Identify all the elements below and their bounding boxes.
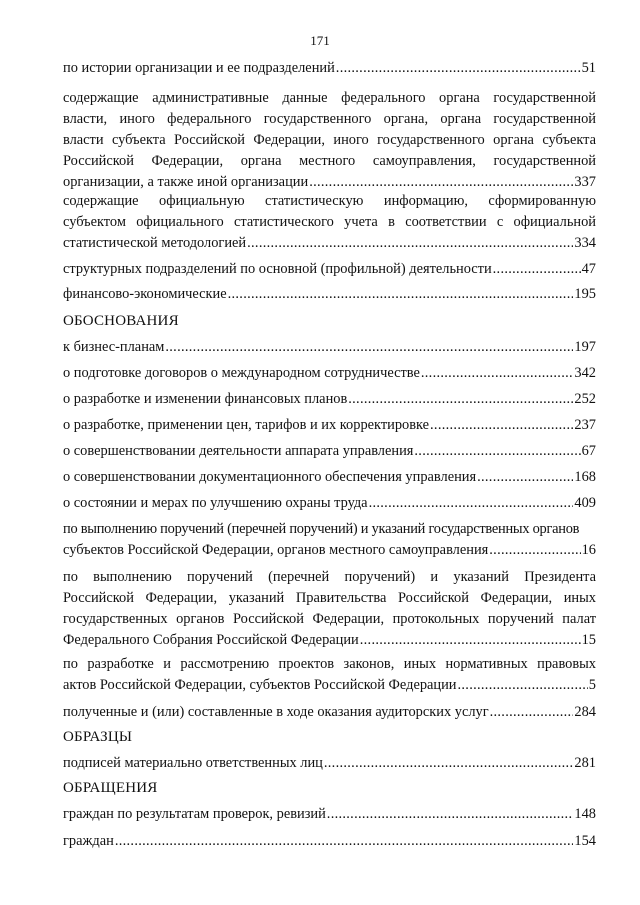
entry-text: подписей материально ответственных лиц [63,755,323,771]
index-entry [63,415,596,436]
leader-dots [421,363,574,384]
entry-page-number: 337 [574,174,596,190]
entry-page-number: 47 [581,261,596,277]
leader-dots [477,467,573,488]
leader-dots [228,284,574,305]
index-entry [63,389,596,410]
index-entry [63,58,596,79]
entry-text: граждан по результатам проверок, ревизий [63,806,326,822]
entry-page-number: 281 [574,755,596,771]
leader-dots [165,337,573,358]
leader-dots [324,753,574,774]
entry-line: по выполнению поручений (перечней поручений) и указаний Президента [63,569,596,585]
entry-line: содержащие административные данные федерального органа государственной [63,90,596,106]
leader-dots [247,233,573,254]
index-entry [63,467,596,488]
entry-line: по разработке и рассмотрению проектов законов, иных нормативных правовых [63,656,596,672]
index-entry [63,363,596,384]
leader-dots [327,804,574,825]
leader-dots [360,630,581,651]
entry-text: актов Российской Федерации, субъектов Российской Федерации [63,677,457,693]
section-heading: ОБРАЩЕНИЯ [63,780,158,796]
index-entry [63,654,596,696]
entry-page-number: 195 [574,286,596,302]
entry-text: о разработке, применении цен, тарифов и их корректировке [63,417,430,433]
leader-dots [369,493,574,514]
entry-page-number: 342 [574,365,596,381]
entry-text: финансово-экономические [63,286,227,302]
entry-page-number: 15 [581,632,596,648]
leader-dots [414,441,580,462]
section-heading: ОБОСНОВАНИЯ [63,313,179,329]
leader-dots [309,172,573,193]
entry-page-number: 51 [581,60,596,76]
entry-page-number: 67 [581,443,596,459]
entry-text: о состоянии и мерах по улучшению охраны труда [63,495,368,511]
entry-page-number: 252 [574,391,596,407]
leader-dots [493,259,581,280]
leader-dots [336,58,581,79]
section-heading: ОБРАЗЦЫ [63,729,133,745]
index-entry [63,519,596,561]
entry-text: Федерального Собрания Российской Федерации [63,632,359,648]
entry-text: о разработке и изменении финансовых планов [63,391,348,407]
entry-page-number: 5 [588,677,596,693]
entry-line: власти субъекта Российской Федерации, иного государственного органа субъекта [63,132,596,148]
entry-text: граждан [63,833,114,849]
index-entry [63,88,596,193]
leader-dots [490,702,574,723]
entry-text: субъектов Российской Федерации, органов местного самоуправления [63,542,489,558]
index-entry [63,441,596,462]
entry-page-number: 409 [574,495,596,511]
entry-line: субъектом официального статистического учета в соответствии с официальной [63,214,596,230]
leader-dots [430,415,573,436]
index-entry [63,567,596,651]
entry-text: полученные и (или) составленные в ходе оказания аудиторских услуг [63,704,489,720]
entry-page-number: 334 [574,235,596,251]
entry-page-number: 148 [574,806,596,822]
entry-text: организации, а также иной организации [63,174,309,190]
leader-dots [348,389,573,410]
entry-line: Российской Федерации, указаний Правительства Российской Федерации, иных [63,590,596,606]
index-entry [63,259,596,280]
entry-text: структурных подразделений по основной (профильной) деятельности [63,261,492,277]
entry-page-number: 197 [574,339,596,355]
entry-page-number: 16 [581,542,596,558]
entry-page-number: 168 [574,469,596,485]
index-entry [63,493,596,514]
entry-text: о совершенствовании документационного обеспечения управления [63,469,477,485]
index-entry [63,337,596,358]
index-entry [63,191,596,254]
entry-text: к бизнес-планам [63,339,165,355]
index-entry [63,702,596,723]
leader-dots [458,675,588,696]
entry-page-number: 154 [574,833,596,849]
entry-line: содержащие официальную статистическую информацию, сформированную [63,193,596,209]
leader-dots [115,831,574,852]
entry-line: Российской Федерации, органа местного самоуправления, государственной [63,153,596,169]
entry-line: по выполнению поручений (перечней поручений) и указаний государственных органов [63,521,580,537]
page-number: 171 [310,33,330,48]
entry-line: власти, иного федерального государственного органа, органа государственной [63,111,596,127]
entry-text: о подготовке договоров о международном сотрудничестве [63,365,420,381]
entry-line: государственных органов Российской Федерации, протокольных поручений палат [63,611,596,627]
index-entry [63,284,596,305]
entry-text: по истории организации и ее подразделений [63,60,335,76]
entry-text: о совершенствовании деятельности аппарата управления [63,443,414,459]
entry-page-number: 284 [574,704,596,720]
index-entry [63,804,596,825]
leader-dots [489,540,580,561]
entry-text: статистической методологией [63,235,247,251]
index-entry [63,831,596,852]
entry-page-number: 237 [574,417,596,433]
index-entry [63,753,596,774]
